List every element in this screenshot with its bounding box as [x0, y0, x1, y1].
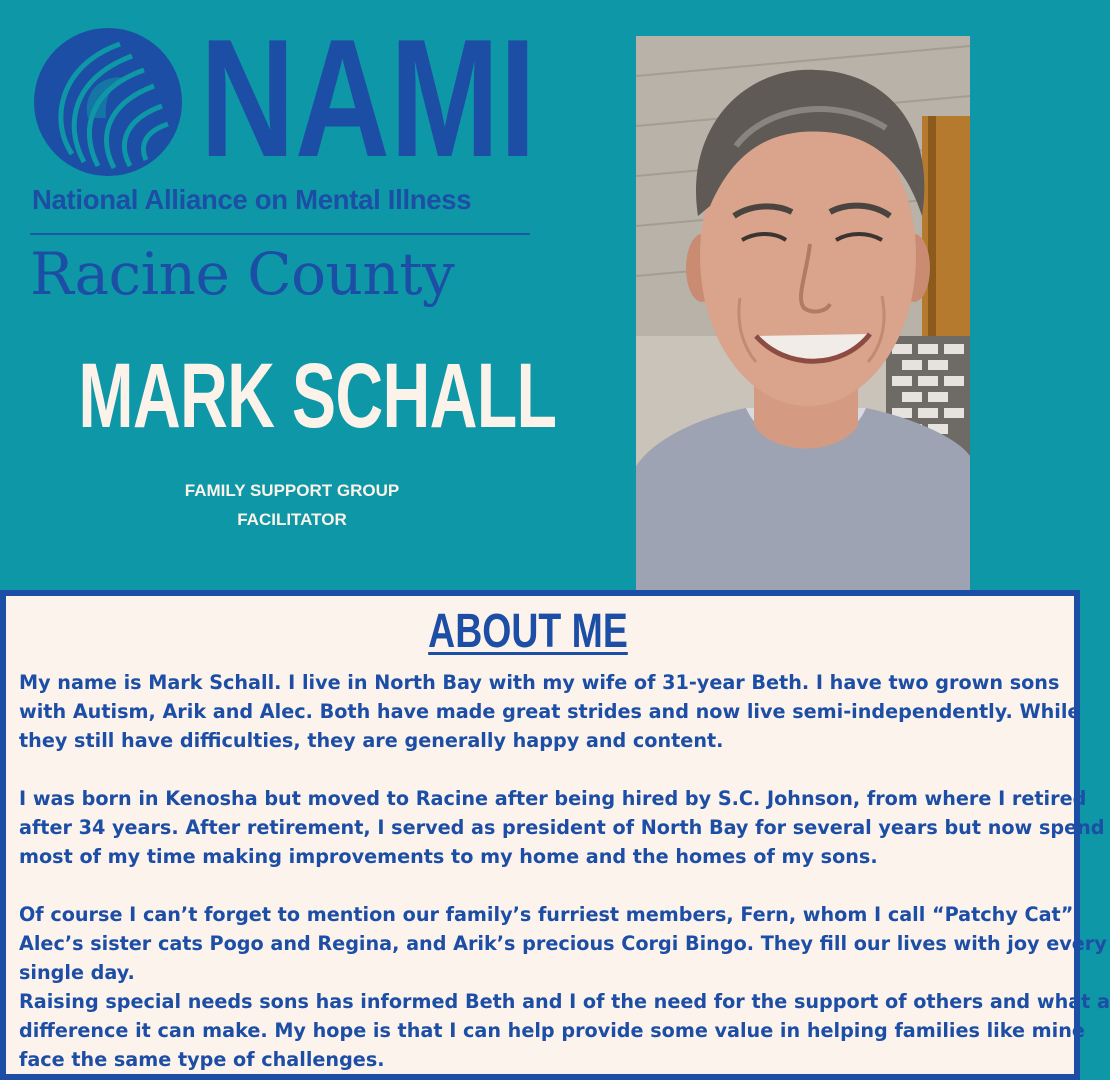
about-line: single day. — [19, 961, 135, 984]
about-me-section — [0, 590, 1110, 1080]
role-title — [0, 476, 584, 534]
about-line: with Autism, Arik and Alec. Both have made great strides and now live semi-independently. While — [19, 700, 1081, 723]
organization-full-name: National Alliance on Mental Illness — [32, 184, 472, 215]
about-line: My name is Mark Schall. I live in North Bay with my wife of 31-year Beth. I have two grown sons — [19, 671, 1060, 694]
about-line: Of course I can’t forget to mention our family’s furriest members, Fern, whom I call “Patchy Cat”, — [19, 903, 1081, 926]
paragraph-gap — [19, 871, 1109, 900]
chapter-name: Racine County — [30, 240, 455, 308]
logo-divider — [30, 233, 530, 235]
nami-logo-icon — [28, 22, 188, 182]
role-line-1: FAMILY SUPPORT GROUP — [184, 481, 400, 500]
paragraph-gap — [19, 755, 1109, 784]
about-line: I was born in Kenosha but moved to Racine after being hired by S.C. Johnson, from where I retired — [19, 787, 1087, 810]
role-line-2: FACILITATOR — [237, 510, 347, 529]
about-me-title: ABOUT ME — [428, 605, 628, 658]
about-line: difference it can make. My hope is that I can help provide some value in helping families like mine — [19, 1019, 1085, 1042]
about-line: after 34 years. After retirement, I served as president of North Bay for several years but now spend — [19, 816, 1105, 839]
about-line: Raising special needs sons has informed Beth and I of the need for the support of others and what a — [19, 990, 1110, 1013]
about-me-body — [19, 668, 1109, 1074]
about-line: they still have difficulties, they are generally happy and content. — [19, 729, 724, 752]
about-line: Alec’s sister cats Pogo and Regina, and Arik’s precious Corgi Bingo. They fill our lives with joy every — [19, 932, 1107, 955]
portrait-photo — [636, 36, 970, 592]
logo-acronym: NAMI — [200, 4, 536, 192]
person-name: MARK SCHALL — [78, 345, 557, 447]
about-line: most of my time making improvements to my home and the homes of my sons. — [19, 845, 878, 868]
about-line: face the same type of challenges. — [19, 1048, 385, 1071]
nami-wordmark — [200, 4, 540, 192]
